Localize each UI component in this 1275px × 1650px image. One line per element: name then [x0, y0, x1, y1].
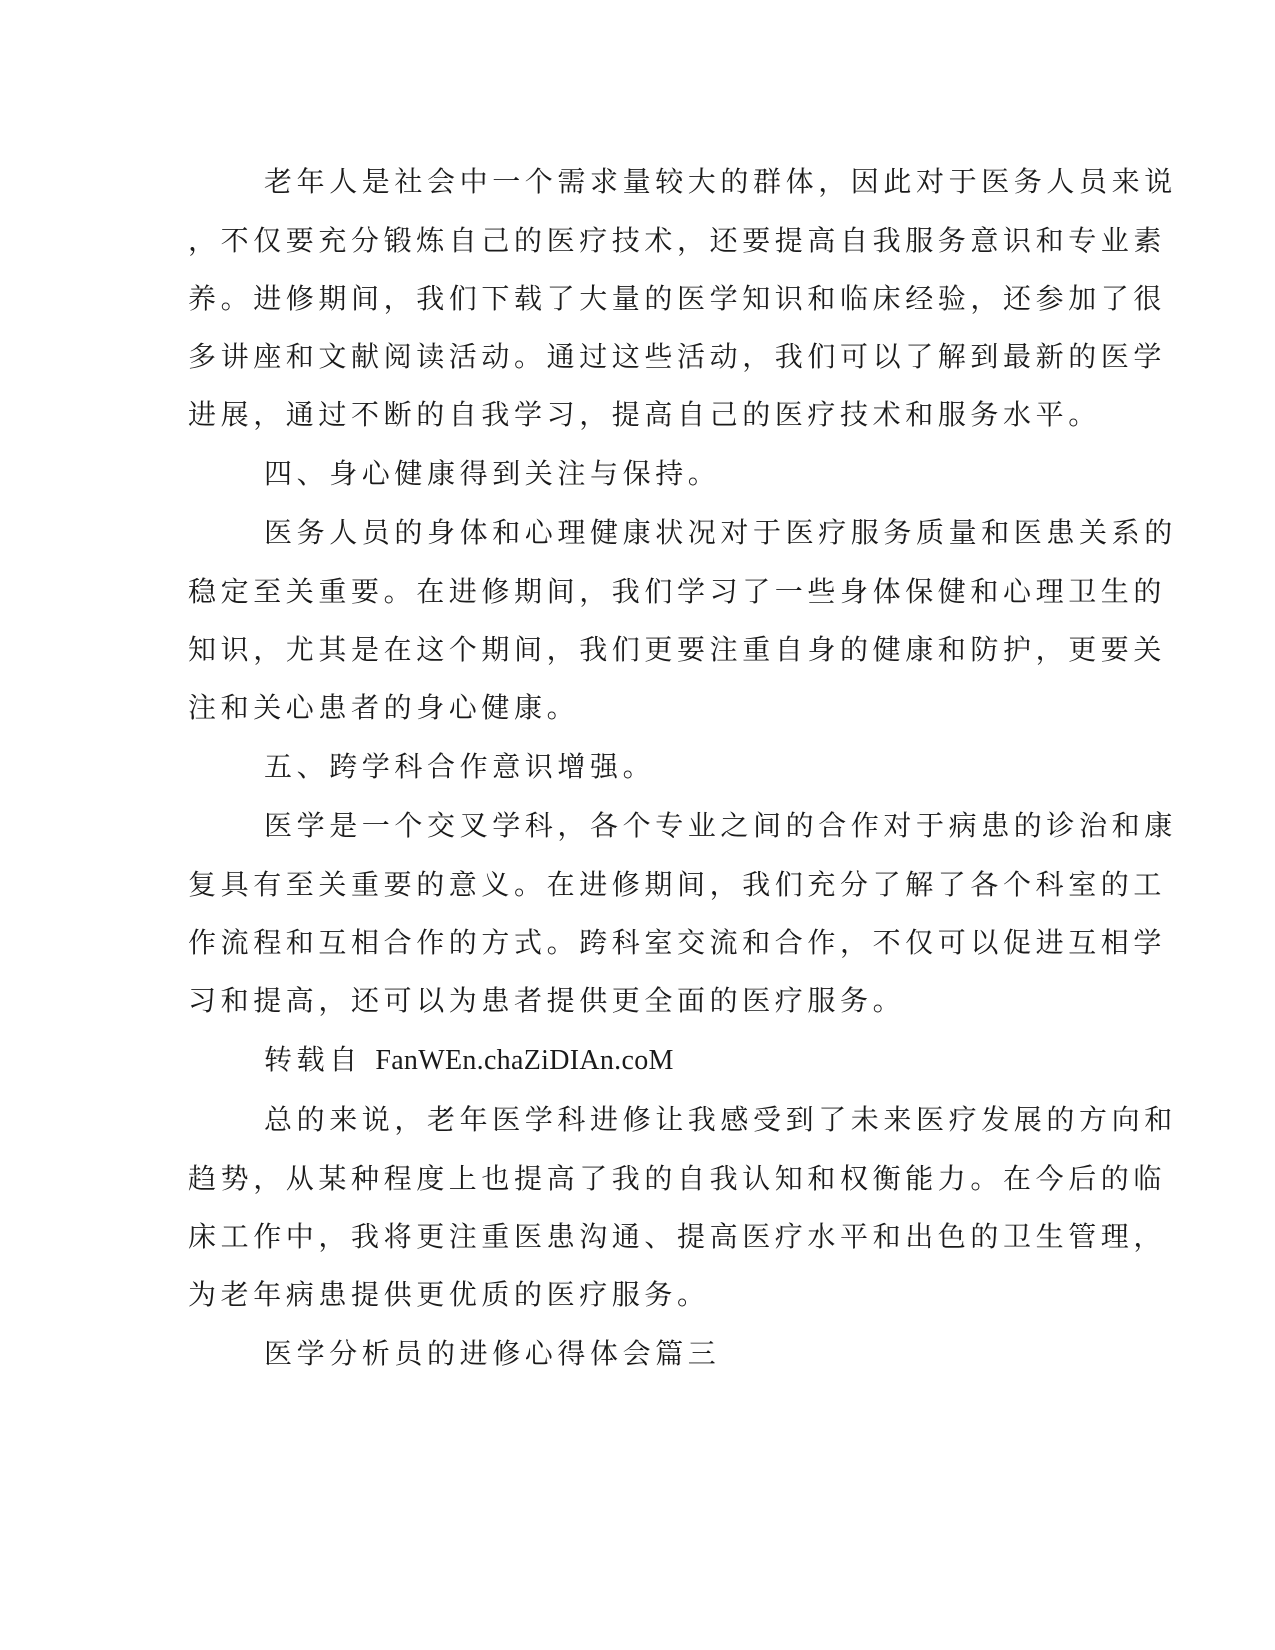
paragraph-line: ，不仅要充分锻炼自己的医疗技术，还要提高自我服务意识和专业素 — [188, 224, 1167, 257]
paragraph-line: 进展，通过不断的自我学习，提高自己的医疗技术和服务水平。 — [188, 398, 1101, 431]
paragraph-line: 为老年病患提供更优质的医疗服务。 — [188, 1278, 710, 1311]
section-heading: 四、身心健康得到关注与保持。 — [264, 457, 721, 490]
paragraph-line: 复具有至关重要的意义。在进修期间，我们充分了解了各个科室的工 — [188, 868, 1167, 901]
paragraph-line: 总的来说，老年医学科进修让我感受到了未来医疗发展的方向和 — [264, 1103, 1177, 1136]
paragraph-line: 注和关心患者的身心健康。 — [188, 691, 580, 724]
paragraph-line: 习和提高，还可以为患者提供更全面的医疗服务。 — [188, 984, 906, 1017]
paragraph-line: 稳定至关重要。在进修期间，我们学习了一些身体保健和心理卫生的 — [188, 575, 1167, 608]
paragraph-line: 趋势，从某种程度上也提高了我的自我认知和权衡能力。在今后的临 — [188, 1162, 1167, 1195]
paragraph-line: 多讲座和文献阅读活动。通过这些活动，我们可以了解到最新的医学 — [188, 340, 1167, 373]
paragraph-line: 养。进修期间，我们下载了大量的医学知识和临床经验，还参加了很 — [188, 282, 1167, 315]
paragraph-line: 老年人是社会中一个需求量较大的群体，因此对于医务人员来说 — [264, 165, 1177, 198]
section-heading: 五、跨学科合作意识增强。 — [264, 750, 656, 783]
paragraph-line: 医务人员的身体和心理健康状况对于医疗服务质量和医患关系的 — [264, 516, 1177, 549]
source-note-site: FanWEn.chaZiDIAn.coM — [375, 1045, 674, 1076]
paragraph-line: 床工作中，我将更注重医患沟通、提高医疗水平和出色的卫生管理， — [188, 1220, 1167, 1253]
paragraph-line: 知识，尤其是在这个期间，我们更要注重自身的健康和防护，更要关 — [188, 633, 1167, 666]
section-heading: 医学分析员的进修心得体会篇三 — [264, 1337, 721, 1370]
paragraph-line: 作流程和互相合作的方式。跨科室交流和合作，不仅可以促进互相学 — [188, 926, 1167, 959]
paragraph-line: 医学是一个交叉学科，各个专业之间的合作对于病患的诊治和康 — [264, 809, 1177, 842]
source-note-prefix: 转载自 — [264, 1043, 362, 1076]
source-note — [264, 1042, 1144, 1079]
